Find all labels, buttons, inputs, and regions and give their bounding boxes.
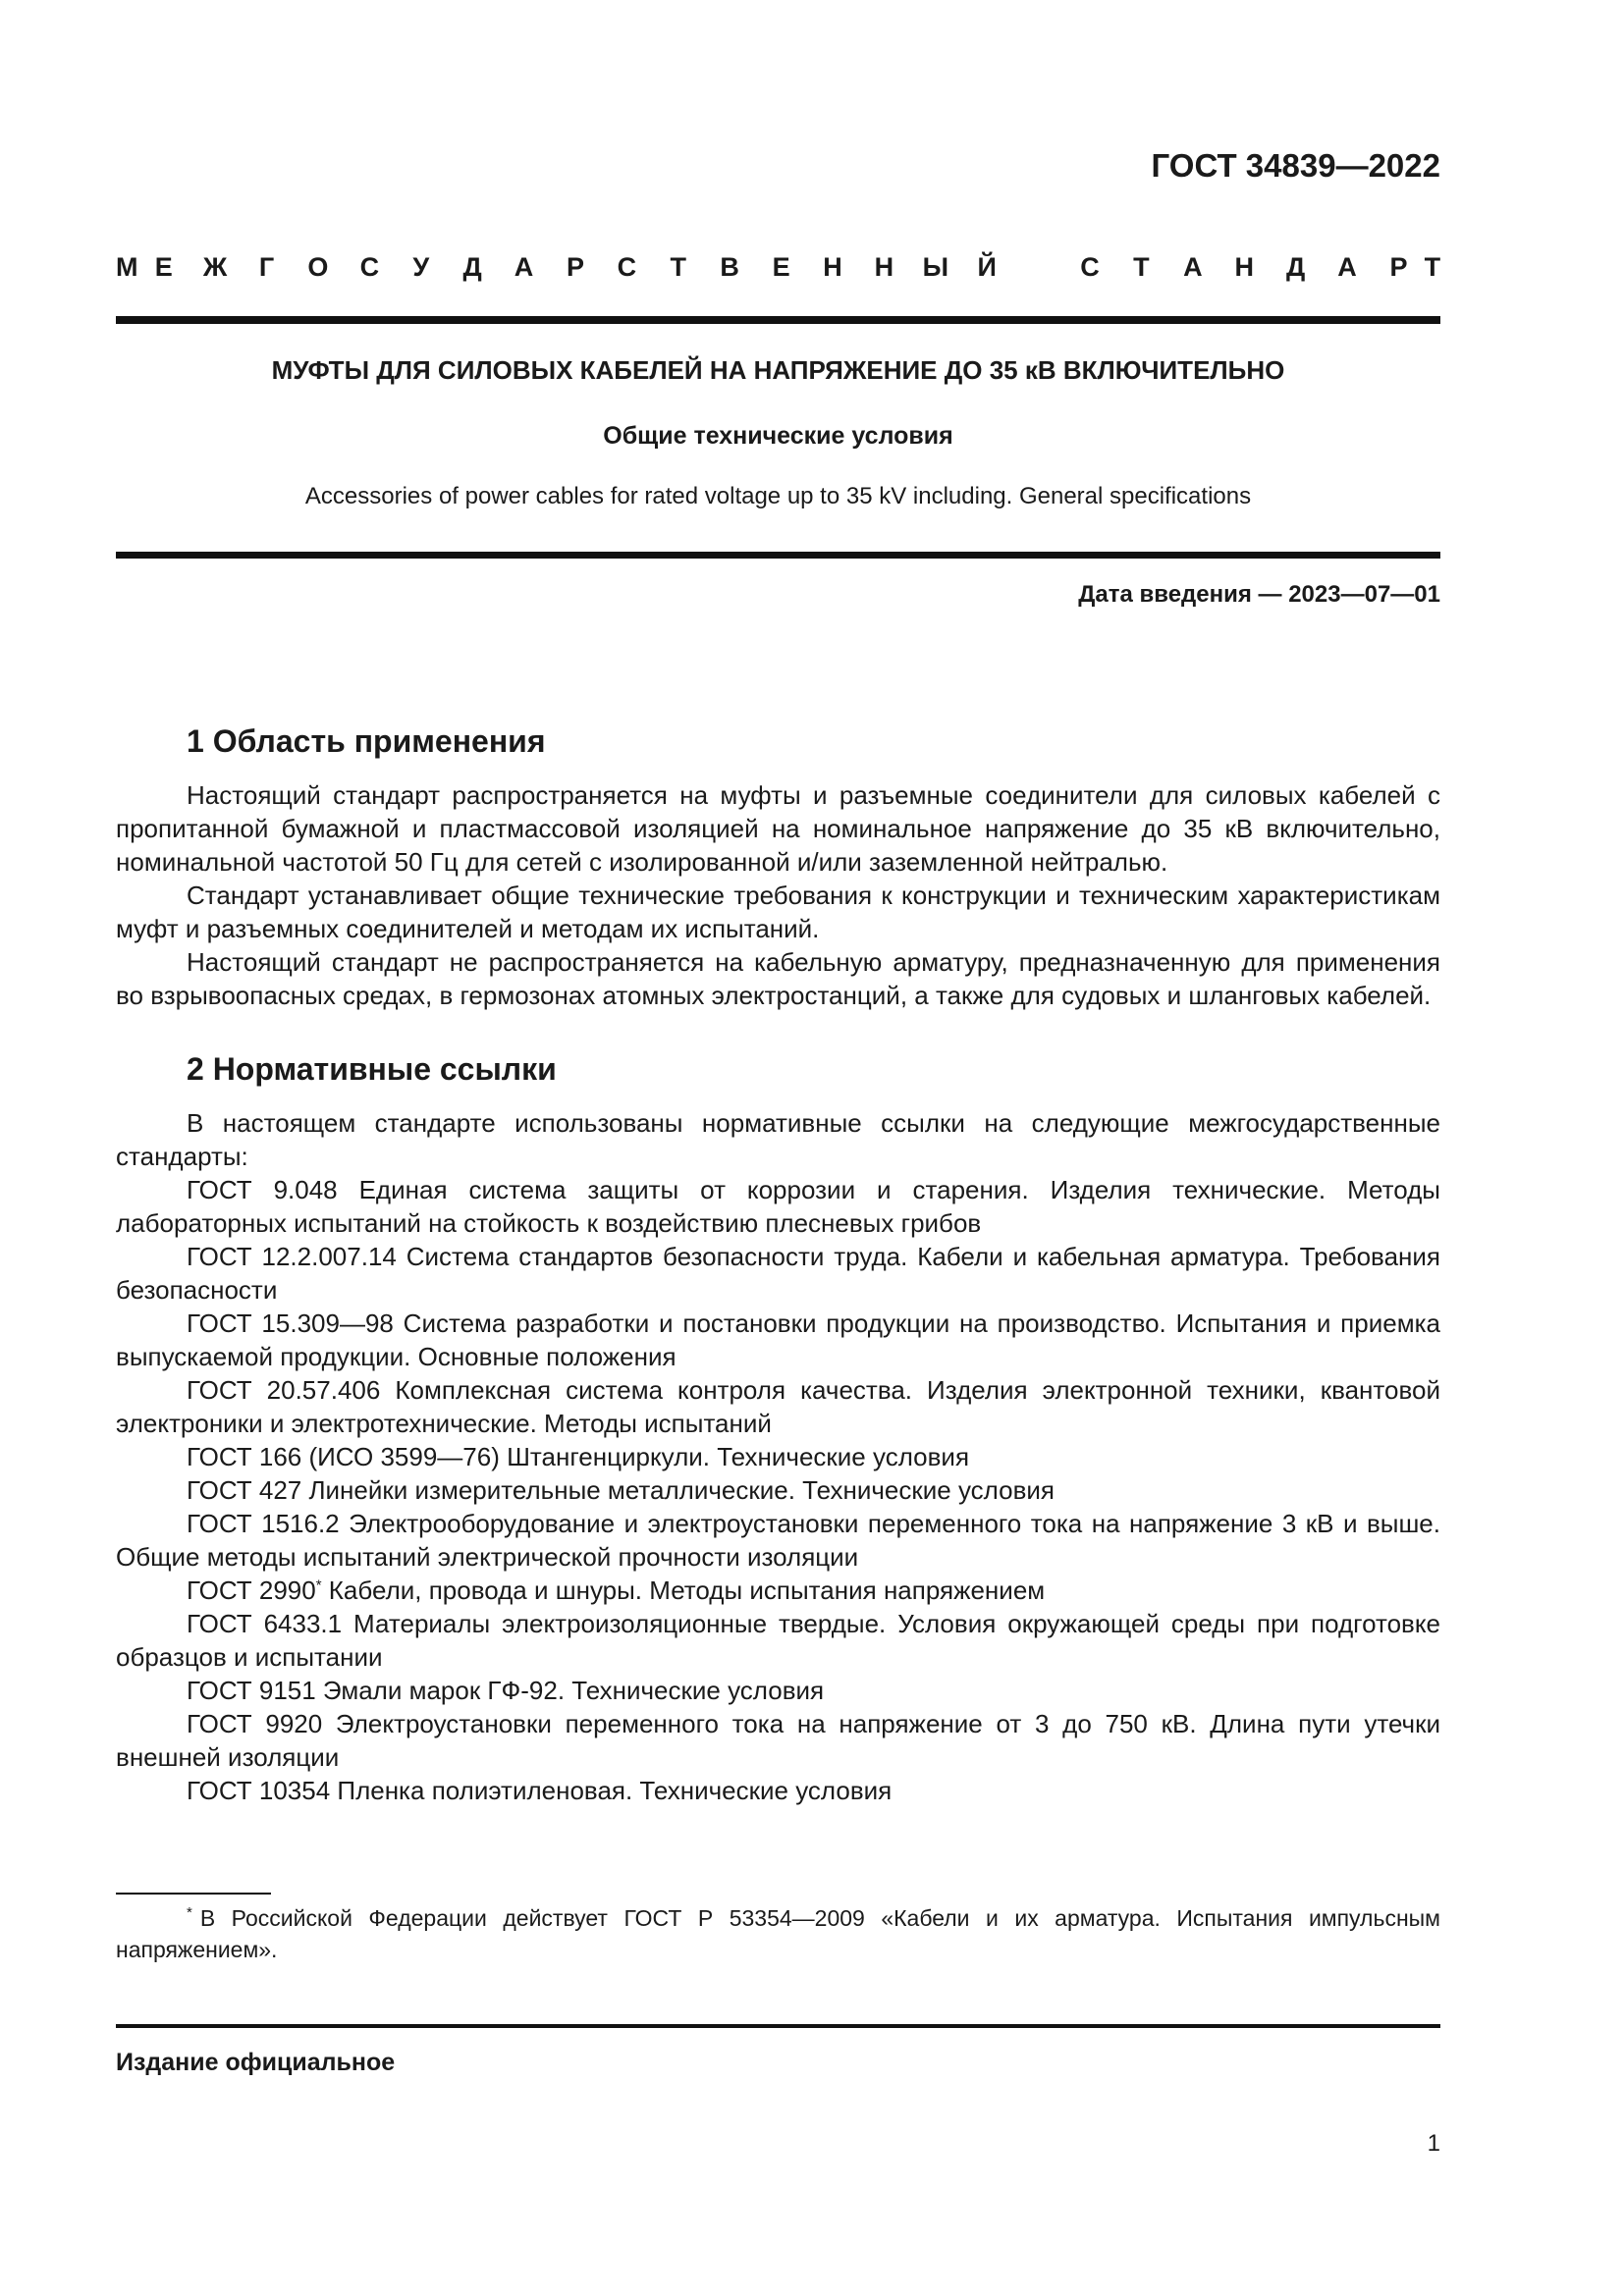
document-title: МУФТЫ ДЛЯ СИЛОВЫХ КАБЕЛЕЙ НА НАПРЯЖЕНИЕ ДО 35 кВ ВКЛЮЧИТЕЛЬНО bbox=[271, 355, 1285, 385]
heading-letter: Д bbox=[462, 252, 482, 282]
footnote-separator bbox=[116, 1893, 271, 1895]
heading-letter: Н bbox=[1234, 252, 1254, 282]
reference-item: ГОСТ 10354 Пленка полиэтиленовая. Технические условия bbox=[187, 1776, 893, 1805]
top-rule bbox=[116, 316, 1440, 324]
heading-letter: Н bbox=[823, 252, 842, 282]
footnote-mark: * bbox=[187, 1904, 192, 1922]
heading-letter: Н bbox=[874, 252, 894, 282]
heading-letter: С bbox=[359, 252, 380, 282]
heading-letter: Е bbox=[154, 252, 173, 282]
title-rule bbox=[116, 552, 1440, 559]
reference-item: ГОСТ 12.2.007.14 Система стандартов безопасности труда. Кабели и кабельная арматура. Требования безопасности bbox=[116, 1242, 1440, 1305]
main-content bbox=[116, 720, 1440, 1807]
reference-item: ГОСТ 427 Линейки измерительные металлические. Технические условия bbox=[187, 1475, 1055, 1505]
heading-letter: Ы bbox=[922, 252, 949, 282]
heading-letter: Р bbox=[566, 252, 584, 282]
reference-item-2990 bbox=[116, 1574, 1440, 1607]
footnote-text: В Российской Федерации действует ГОСТ Р 53354—2009 «Кабели и их арматура. Испытания импульсным напряжением». bbox=[116, 1905, 1440, 1962]
document-code: ГОСТ 34839—2022 bbox=[1151, 147, 1440, 184]
section-1-paragraph: Стандарт устанавливает общие технические требования к конструкции и техническим характеристикам муфт и разъемных соединителей и методам их испытаний. bbox=[116, 881, 1440, 943]
page-number: 1 bbox=[1427, 2130, 1440, 2157]
heading-letter: О bbox=[307, 252, 329, 282]
footer-rule bbox=[116, 2024, 1440, 2028]
heading-letter: У bbox=[412, 252, 430, 282]
reference-item: ГОСТ 166 (ИСО 3599—76) Штангенциркули. Технические условия bbox=[187, 1442, 970, 1471]
section-1-title: 1 Область применения bbox=[187, 723, 546, 759]
heading-letter: Р bbox=[1389, 252, 1408, 282]
heading-letter: Й bbox=[977, 252, 997, 282]
letter-gap bbox=[1012, 252, 1063, 292]
heading-letter: Е bbox=[772, 252, 790, 282]
reference-item: ГОСТ 6433.1 Материалы электроизоляционные твердые. Условия окружающей среды при подготовке образцов и испытании bbox=[116, 1609, 1440, 1672]
heading-letter: С bbox=[1080, 252, 1100, 282]
reference-item: ГОСТ 1516.2 Электрооборудование и электроустановки переменного тока на напряжение 3 кВ и выше. Общие методы испытаний электрической прочности изоляции bbox=[116, 1509, 1440, 1572]
reference-code: ГОСТ 2990 bbox=[187, 1575, 316, 1605]
section-1-paragraph: Настоящий стандарт распространяется на муфты и разъемные соединители для силовых кабелей с пропитанной бумажной и пластмассовой изоляцией на номинальное напряжение до 35 кВ включительно, номинальной частотой 50 Гц для сетей с изолированной и/или заземленной нейтралью. bbox=[116, 780, 1440, 877]
footnote-marker[interactable]: * bbox=[315, 1576, 322, 1594]
reference-item: ГОСТ 20.57.406 Комплексная система контроля качества. Изделия электронной техники, квантовой электроники и электротехнические. Методы испытаний bbox=[116, 1375, 1440, 1438]
heading-letter: Ж bbox=[202, 252, 228, 282]
heading-letter: Г bbox=[258, 252, 275, 282]
reference-item: ГОСТ 15.309—98 Система разработки и постановки продукции на производство. Испытания и приемка выпускаемой продукции. Основные положения bbox=[116, 1308, 1440, 1371]
heading-letter: Т bbox=[1133, 252, 1150, 282]
document-subtitle: Общие технические условия bbox=[603, 422, 953, 450]
footnote bbox=[116, 1902, 1440, 1965]
heading-letter: Д bbox=[1286, 252, 1306, 282]
heading-letter: Т bbox=[1424, 252, 1441, 282]
section-1-paragraph: Настоящий стандарт не распространяется на кабельную арматуру, предназначенную для применения во взрывоопасных средах, в гермозонах атомных электростанций, а также для судовых и шланговых кабелей. bbox=[116, 947, 1440, 1010]
heading-letter: С bbox=[617, 252, 637, 282]
section-2-title: 2 Нормативные ссылки bbox=[187, 1051, 557, 1087]
heading-letter: В bbox=[720, 252, 739, 282]
heading-letter: Т bbox=[670, 252, 687, 282]
reference-item: ГОСТ 9.048 Единая система защиты от коррозии и старения. Изделия технические. Методы лабораторных испытаний на стойкость к воздействию плесневых грибов bbox=[116, 1175, 1440, 1238]
standard-type-heading bbox=[116, 252, 1440, 292]
english-title: Accessories of power cables for rated voltage up to 35 kV including. General specifications bbox=[304, 483, 1252, 509]
reference-text: Кабели, провода и шнуры. Методы испытания напряжением bbox=[328, 1575, 1046, 1605]
section-2-intro: В настоящем стандарте использованы нормативные ссылки на следующие межгосударственные стандарты: bbox=[116, 1108, 1440, 1171]
heading-letter: А bbox=[1183, 252, 1203, 282]
reference-item: ГОСТ 9920 Электроустановки переменного тока на напряжение от 3 до 750 кВ. Длина пути утечки внешней изоляции bbox=[116, 1709, 1440, 1772]
introduction-date: Дата введения — 2023—07—01 bbox=[1078, 581, 1440, 608]
heading-letter: А bbox=[514, 252, 534, 282]
heading-letter: А bbox=[1337, 252, 1357, 282]
heading-letter: М bbox=[116, 252, 138, 282]
edition-label: Издание официальное bbox=[116, 2049, 396, 2076]
reference-item: ГОСТ 9151 Эмали марок ГФ-92. Технические условия bbox=[187, 1676, 825, 1705]
